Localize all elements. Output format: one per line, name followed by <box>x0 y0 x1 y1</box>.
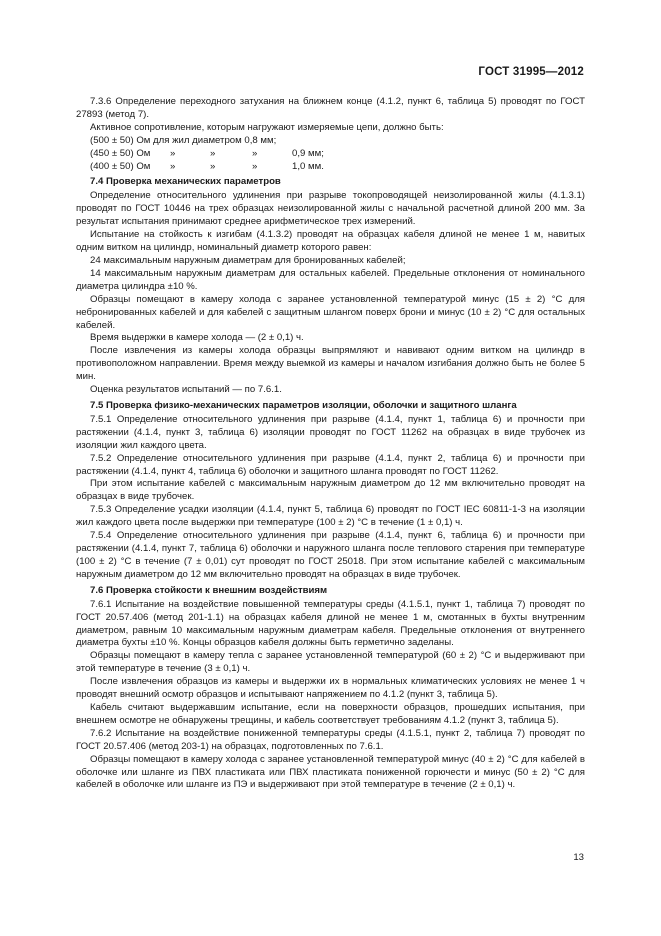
paragraph: Определение относительного удлинения при разрыве токопроводящей неизолированной жилы (4.1.3.1) проводят по ГОСТ 10446 на трех образцах неизолированной жилы с начальной расчетной длиной 200 мм. За результат испытания принимают среднее арифметическое трех измерений. <box>76 190 585 228</box>
resistance-row: (450 ± 50) Ом » » » 0,9 мм; <box>90 147 324 159</box>
paragraph: Кабель считают выдержавшим испытание, если на поверхности образцов, прошедших испытания, при внешнем осмотре не обнаружены трещины, и кабель соответствует требованиям 4.1.2 (пункт 3, таблица 5). <box>76 701 585 726</box>
paragraph: Активное сопротивление, которым нагружают измеряемые цепи, должно быть: <box>90 121 444 133</box>
paragraph: 7.5.1 Определение относительного удлинения при разрыве (4.1.4, пункт 1, таблица 6) и прочности при растяжении (4.1.4, пункт 3, таблица 6) изоляции проводят по ГОСТ 11262 на образцах в виде трубочек из изоляции жил каждого цвета. <box>76 413 585 451</box>
paragraph: 7.3.6 Определение переходного затухания на ближнем конце (4.1.2, пункт 6, таблица 5) проводят по ГОСТ 27893 (метод 7). <box>76 96 585 120</box>
section-heading: 7.6 Проверка стойкости к внешним воздействиям <box>90 584 328 596</box>
section-heading: 7.5 Проверка физико-механических параметров изоляции, оболочки и защитного шланга <box>90 399 517 411</box>
paragraph: После извлечения образцов из камеры и выдержки их в нормальных климатических условиях не менее 1 ч проводят внешний осмотр образцов и испытывают напряжением по 4.1.2 (пункт 3, таблица 5). <box>76 676 585 701</box>
resistance-row: (400 ± 50) Ом » » » 1,0 мм. <box>90 160 324 172</box>
paragraph: 24 максимальным наружным диаметрам для бронированных кабелей; <box>90 254 406 266</box>
document-body <box>76 96 585 792</box>
resistance-row: (500 ± 50) Ом для жил диаметром 0,8 мм; <box>90 134 277 146</box>
paragraph: 7.5.4 Определение относительного удлинения при разрыве (4.1.4, пункт 6, таблица 6) и прочности при растяжении (4.1.4, пункт 7, таблица 6) оболочки и наружного шланга после теплового старения при температуре (100 ± 2) °С в течение (7 ± 0,01) сут проводят по ГОСТ 25018. При этом испытание кабелей с максимальным наружным диаметром до 12 мм включительно проводят на образцах в виде трубочек. <box>76 530 585 580</box>
paragraph: 7.6.1 Испытание на воздействие повышенной температуры среды (4.1.5.1, пункт 1, таблица 7) проводят по ГОСТ 20.57.406 (метод 201-1.1) на образцах кабеля длиной не менее 1 м, смотанных в бухты внутренним диаметром, равным 10 максимальным наружным диаметрам кабеля. Предельные отклонения от внутреннего диаметра бухты ±10 %. Концы образцов кабеля должны быть герметично заделаны. <box>76 598 585 649</box>
paragraph: Время выдержки в камере холода — (2 ± 0,1) ч. <box>90 332 304 344</box>
paragraph: Образцы помещают в камеру холода с заранее установленной температурой минус (15 ± 2) °С для небронированных кабелей и для кабелей с защитным шлангом поверх брони и минус (10 ± 2) °С для остальных кабелей. <box>76 293 585 331</box>
paragraph: Оценка результатов испытаний — по 7.6.1. <box>90 384 282 396</box>
paragraph: При этом испытание кабелей с максимальным наружным диаметром до 12 мм включительно проводят на образцах в виде трубочек. <box>76 478 585 503</box>
paragraph: Образцы помещают в камеру холода с заранее установленной температурой минус (40 ± 2) °С для кабелей в оболочке или шланге из ПВХ пластиката или ПВХ пластиката пониженной горючести и минус (50 ± 2) °С для кабелей в оболочке или шланге из ПЭ и выдерживают при этой температуре в течение (2 ± 0,1) ч. <box>76 753 585 791</box>
paragraph: 7.5.3 Определение усадки изоляции (4.1.4, пункт 5, таблица 6) проводят по ГОСТ IEC 60811-1-3 на изоляции жил каждого цвета после выдержки при температуре (100 ± 2) °С в течение (1 ± 0,1) ч. <box>76 504 585 529</box>
page-header-standard: ГОСТ 31995—2012 <box>478 66 584 78</box>
paragraph: Испытание на стойкость к изгибам (4.1.3.2) проводят на образцах кабеля длиной не менее 1 м, навитых одним витком на цилиндр, номинальный диаметр которого равен: <box>76 229 585 254</box>
paragraph: После извлечения из камеры холода образцы выпрямляют и навивают одним витком на цилиндр в противоположном направлении. Время между выемкой из камеры и началом изгибания должно быть не более 5 мин. <box>76 345 585 383</box>
paragraph: 7.6.2 Испытание на воздействие пониженной температуры среды (4.1.5.1, пункт 2, таблица 7) проводят по ГОСТ 20.57.406 (метод 203-1) на образцах, подготовленных по 7.6.1. <box>76 727 585 752</box>
page-number: 13 <box>573 852 584 863</box>
paragraph: 7.5.2 Определение относительного удлинения при разрыве (4.1.4, пункт 2, таблица 6) и прочности при растяжении (4.1.4, пункт 4, таблица 6) оболочки и защитного шланга проводят по ГОСТ 11262. <box>76 452 585 477</box>
paragraph: 14 максимальным наружным диаметрам для остальных кабелей. Предельные отклонения от номинального диаметра цилиндра ±10 %. <box>76 267 585 292</box>
section-heading: 7.4 Проверка механических параметров <box>90 176 281 188</box>
paragraph: Образцы помещают в камеру тепла с заранее установленной температурой (60 ± 2) °С и выдерживают при этой температуре в течение (3 ± 0,1) ч. <box>76 650 585 675</box>
